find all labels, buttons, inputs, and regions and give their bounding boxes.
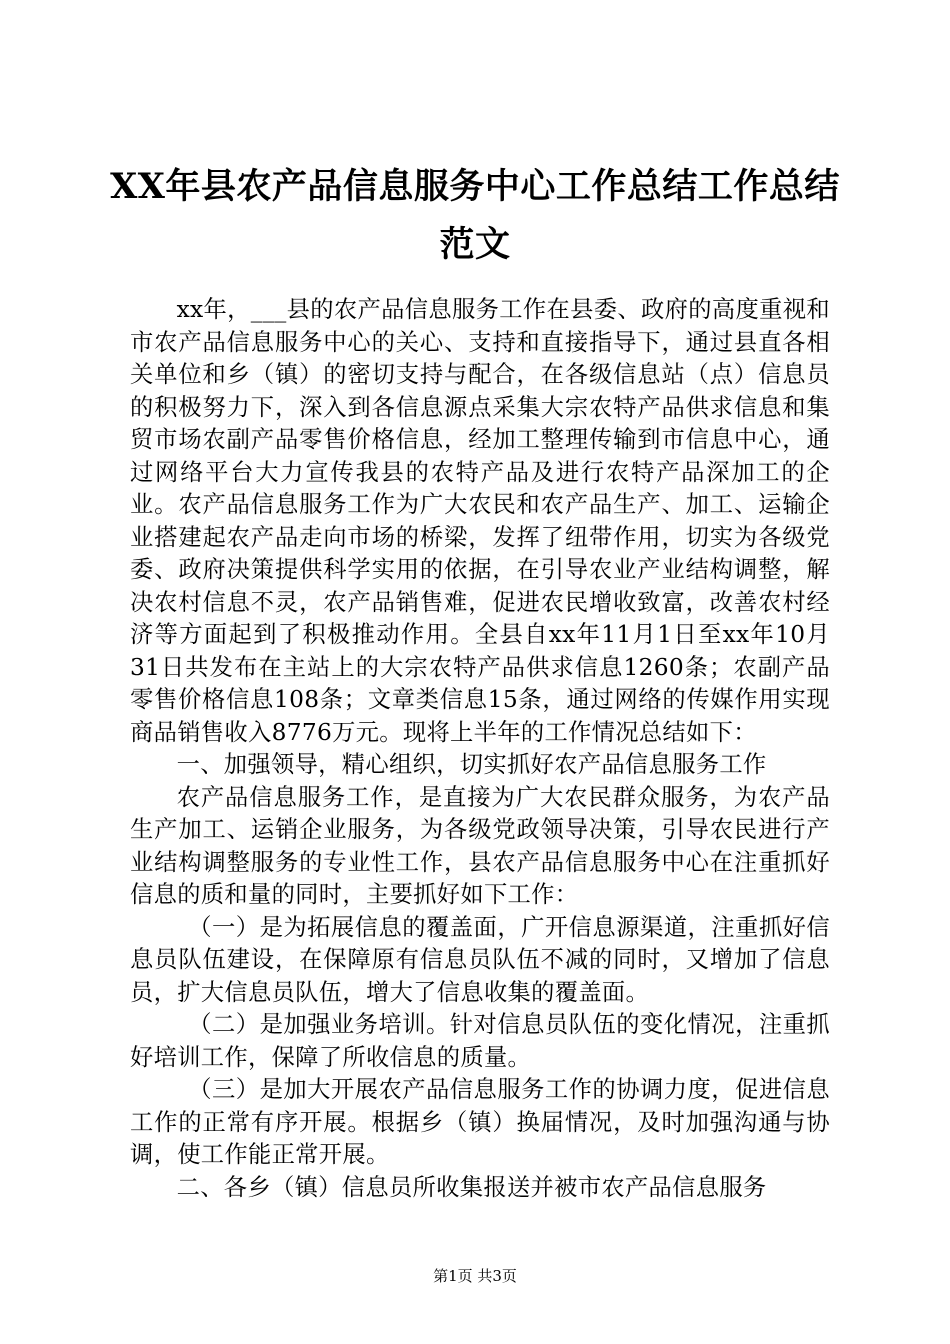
document-title: XX年县农产品信息服务中心工作总结工作总结范文 bbox=[110, 166, 840, 265]
section-heading-2: 二、各乡（镇）信息员所收集报送并被市农产品信息服务 bbox=[176, 1173, 767, 1201]
paragraph-item-3: （三）是加大开展农产品信息服务工作的协调力度，促进信息工作的正常有序开展。根据乡（镇）换届情况，及时加强沟通与协调，使工作能正常开展。 bbox=[130, 1076, 830, 1168]
paragraph-item-2: （二）是加强业务培训。针对信息员队伍的变化情况，注重抓好培训工作，保障了所收信息的质量。 bbox=[130, 1011, 830, 1071]
paragraph-intro: xx年，___县的农产品信息服务工作在县委、政府的高度重视和市农产品信息服务中心的关心、支持和直接指导下，通过县直各相关单位和乡（镇）的密切支持与配合，在各级信息站（点）信息员的积极努力下，深入到各信息源点采集大宗农特产品供求信息和集贸市场农副产品零售价格信息，经加工整理传输到市信息中心，通过网络平台大力宣传我县的农特产品及进行农特产品深加工的企业。农产品信息服务工作为广大农民和农产品生产、加工、运输企业搭建起农产品走向市场的桥梁，发挥了纽带作用，切实为各级党委、政府决策提供科学实用的依据，在引导农业产业结构调整，解决农村信息不灵，农产品销售难，促进农民增收致富，改善农村经济等方面起到了积极推动作用。全县自xx年11月1日至xx年10月31日共发布在主站上的大宗农特产品供求信息1260条；农副产品零售价格信息108条；文章类信息15条，通过网络的传媒作用实现商品销售收入8776万元。现将上半年的工作情况总结如下： bbox=[130, 296, 830, 746]
paragraph-section-1: 农产品信息服务工作，是直接为广大农民群众服务，为农产品生产加工、运销企业服务，为各级党政领导决策，引导农民进行产业结构调整服务的专业性工作，县农产品信息服务中心在注重抓好信息的质和量的同时，主要抓好如下工作： bbox=[130, 783, 830, 908]
page-footer: 第1页 共3页 bbox=[433, 1267, 517, 1285]
section-heading-1: 一、加强领导，精心组织，切实抓好农产品信息服务工作 bbox=[176, 751, 767, 778]
paragraph-item-1: （一）是为拓展信息的覆盖面，广开信息源渠道，注重抓好信息员队伍建设，在保障原有信息员队伍不减的同时，又增加了信息员，扩大信息员队伍，增大了信息收集的覆盖面。 bbox=[130, 913, 830, 1006]
document-body bbox=[130, 294, 830, 1204]
